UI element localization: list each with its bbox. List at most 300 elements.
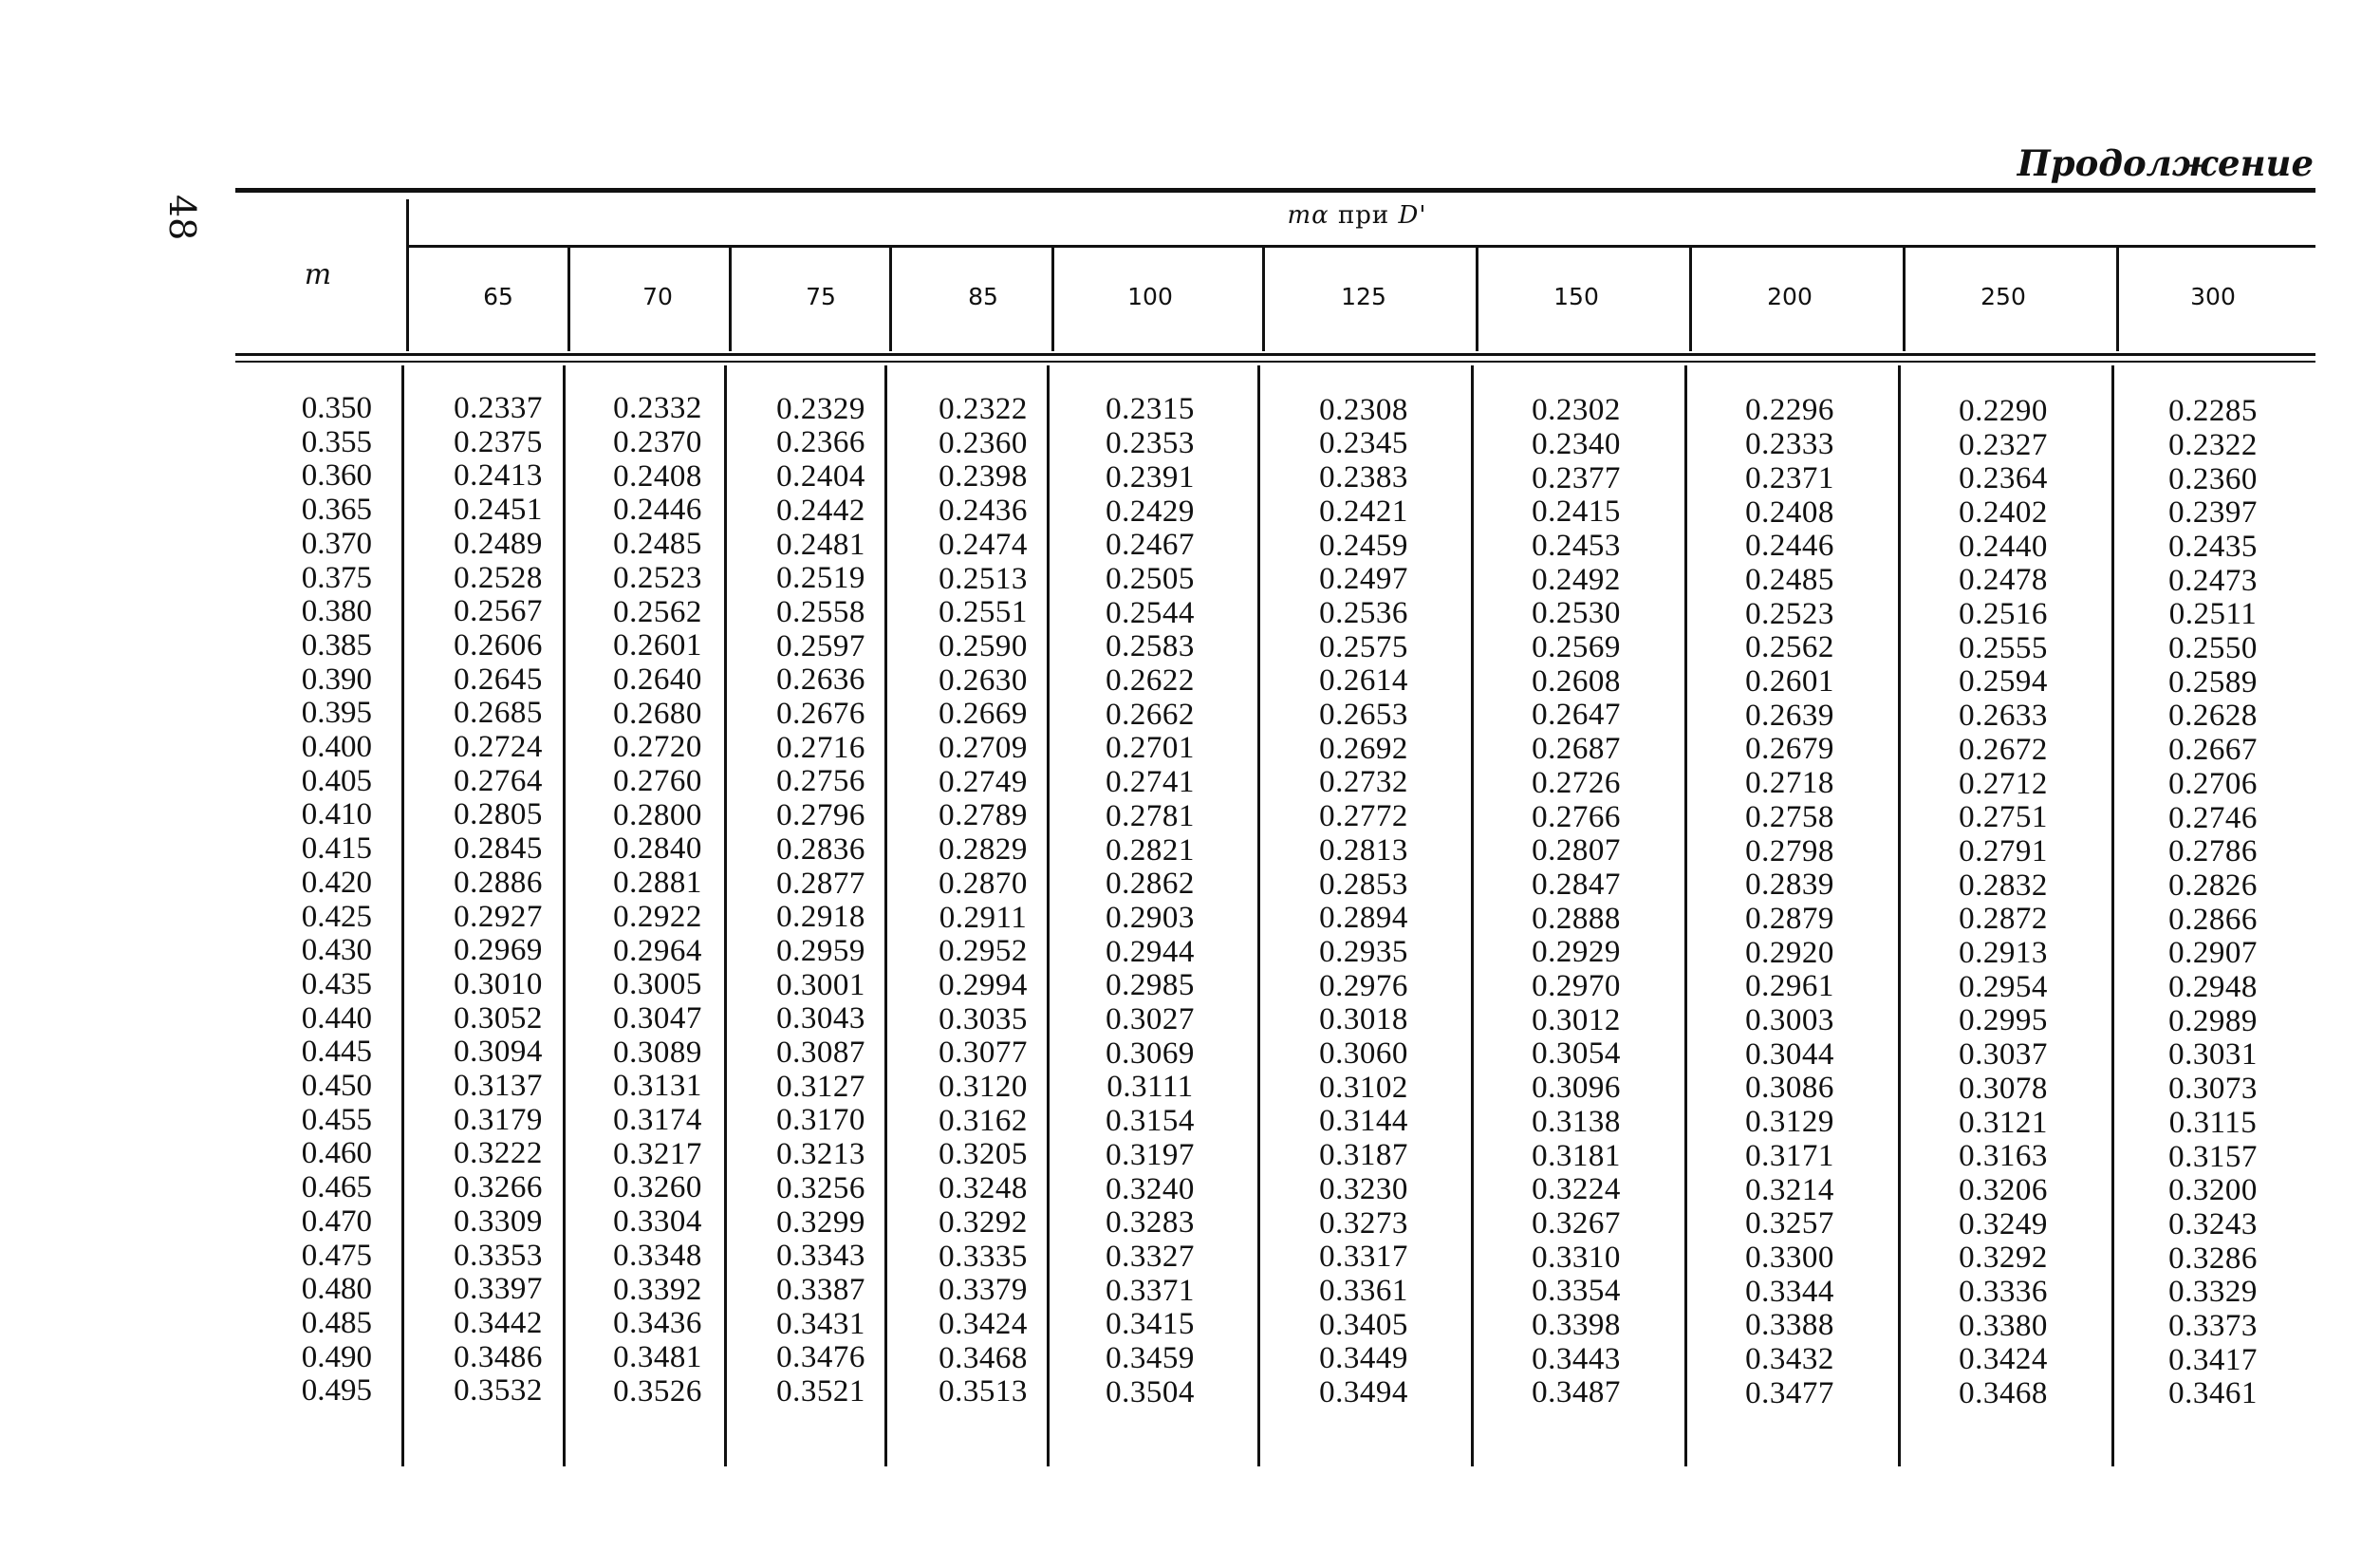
- table-cell: 0.2601: [613, 628, 702, 663]
- row-label-m: 0.425: [301, 899, 372, 934]
- table-cell: 0.3343: [776, 1239, 865, 1274]
- table-cell: 0.2832: [1959, 868, 2048, 903]
- column-divider: [1257, 365, 1260, 1466]
- table-cell: 0.2308: [1319, 392, 1408, 427]
- table-cell: 0.2551: [939, 595, 1028, 630]
- table-cell: 0.3443: [1532, 1341, 1621, 1376]
- table-cell: 0.2894: [1319, 901, 1408, 936]
- table-cell: 0.2701: [1106, 731, 1195, 766]
- table-cell: 0.2402: [1959, 495, 2048, 530]
- table-cell: 0.2716: [776, 730, 865, 765]
- column-divider: [2111, 365, 2114, 1466]
- row-label-m: 0.465: [301, 1170, 372, 1205]
- table-cell: 0.2866: [2168, 902, 2258, 937]
- row-label-m: 0.450: [301, 1069, 372, 1103]
- table-cell: 0.3054: [1532, 1036, 1621, 1072]
- table-cell: 0.3388: [1745, 1308, 1834, 1343]
- row-label-m: 0.495: [301, 1373, 372, 1409]
- table-cell: 0.3129: [1745, 1105, 1834, 1140]
- table-cell: 0.3461: [2168, 1376, 2258, 1411]
- table-cell: 0.3521: [776, 1374, 865, 1409]
- table-cell: 0.2766: [1532, 799, 1621, 834]
- table-cell: 0.2726: [1532, 765, 1621, 800]
- table-cell: 0.3179: [454, 1102, 543, 1137]
- table-cell: 0.2567: [454, 594, 543, 629]
- row-label-m: 0.455: [301, 1102, 372, 1137]
- table-cell: 0.2718: [1745, 766, 1834, 801]
- table-cell: 0.2628: [2168, 699, 2258, 734]
- table-cell: 0.3256: [776, 1170, 865, 1205]
- table-cell: 0.3087: [776, 1036, 865, 1070]
- table-cell: 0.3060: [1319, 1036, 1408, 1072]
- table-cell: 0.3292: [939, 1204, 1028, 1240]
- table-cell: 0.3222: [454, 1136, 543, 1171]
- table-cell: 0.3162: [939, 1103, 1028, 1138]
- table-cell: 0.3424: [939, 1306, 1028, 1341]
- table-cell: 0.3532: [454, 1373, 543, 1409]
- table-cell: 0.2435: [2168, 529, 2258, 564]
- top-rule: [235, 188, 2315, 193]
- table-cell: 0.3096: [1532, 1071, 1621, 1106]
- table-cell: 0.3257: [1745, 1206, 1834, 1241]
- table-cell: 0.2327: [1959, 427, 2048, 462]
- row-label-m: 0.410: [301, 797, 372, 832]
- table-cell: 0.3354: [1532, 1274, 1621, 1309]
- table-cell: 0.2935: [1319, 934, 1408, 969]
- table-cell: 0.3001: [776, 967, 865, 1002]
- table-cell: 0.2364: [1959, 461, 2048, 496]
- table-cell: 0.3120: [939, 1070, 1028, 1105]
- table-cell: 0.2583: [1106, 629, 1195, 664]
- table-cell: 0.3513: [939, 1374, 1028, 1409]
- table-cell: 0.2345: [1319, 426, 1408, 461]
- table-cell: 0.2948: [2168, 970, 2258, 1005]
- column-header: 300: [2190, 283, 2236, 310]
- table-cell: 0.2636: [776, 663, 865, 698]
- table-cell: 0.3371: [1106, 1273, 1195, 1308]
- table-cell: 0.2829: [939, 832, 1028, 868]
- table-cell: 0.2446: [613, 493, 702, 528]
- table-cell: 0.2821: [1106, 832, 1195, 868]
- column-header: 85: [968, 283, 998, 310]
- table-cell: 0.2440: [1959, 529, 2048, 564]
- table-cell: 0.3292: [1959, 1241, 2048, 1276]
- table-cell: 0.2377: [1532, 460, 1621, 495]
- row-label-m: 0.395: [301, 696, 372, 731]
- table-cell: 0.2959: [776, 933, 865, 968]
- column-divider: [1476, 247, 1478, 351]
- table-cell: 0.2805: [454, 797, 543, 832]
- header-bottom-rule: [235, 353, 2315, 356]
- table-cell: 0.2679: [1745, 732, 1834, 767]
- table-cell: 0.3163: [1959, 1139, 2048, 1174]
- table-cell: 0.3240: [1106, 1171, 1195, 1206]
- table-cell: 0.3361: [1319, 1273, 1408, 1308]
- table-cell: 0.3171: [1745, 1138, 1834, 1173]
- table-cell: 0.3044: [1745, 1036, 1834, 1072]
- table-cell: 0.2528: [454, 560, 543, 595]
- table-cell: 0.2724: [454, 730, 543, 764]
- table-cell: 0.3468: [1959, 1376, 2048, 1411]
- row-label-m: 0.380: [301, 594, 372, 629]
- table-cell: 0.2989: [2168, 1003, 2258, 1038]
- table-cell: 0.2709: [939, 731, 1028, 766]
- table-cell: 0.2478: [1959, 563, 2048, 598]
- table-cell: 0.2954: [1959, 969, 2048, 1004]
- column-divider: [1689, 247, 1692, 351]
- table-cell: 0.3073: [2168, 1072, 2258, 1107]
- table-cell: 0.2322: [939, 392, 1028, 427]
- table-cell: 0.3336: [1959, 1275, 2048, 1309]
- table-cell: 0.3415: [1106, 1307, 1195, 1342]
- table-cell: 0.2706: [2168, 766, 2258, 801]
- table-cell: 0.2911: [939, 900, 1028, 935]
- table-cell: 0.3012: [1532, 1002, 1621, 1037]
- table-cell: 0.2575: [1319, 629, 1408, 664]
- table-cell: 0.2789: [939, 798, 1028, 833]
- table-cell: 0.2662: [1106, 697, 1195, 732]
- table-cell: 0.2872: [1959, 902, 2048, 937]
- table-cell: 0.3111: [1106, 1070, 1194, 1105]
- column-divider: [1903, 247, 1906, 351]
- table-cell: 0.2798: [1745, 833, 1834, 868]
- table-cell: 0.2781: [1106, 798, 1195, 833]
- row-label-m: 0.385: [301, 627, 372, 663]
- table-cell: 0.2467: [1106, 528, 1195, 563]
- table-cell: 0.2847: [1532, 867, 1621, 902]
- table-cell: 0.2523: [1745, 596, 1834, 631]
- table-cell: 0.2640: [613, 662, 702, 697]
- row-label-m: 0.375: [301, 560, 372, 595]
- table-cell: 0.2332: [613, 391, 702, 426]
- table-cell: 0.3243: [2168, 1206, 2258, 1241]
- table-cell: 0.2459: [1319, 528, 1408, 563]
- table-cell: 0.3267: [1532, 1205, 1621, 1241]
- table-cell: 0.2839: [1745, 868, 1834, 903]
- table-cell: 0.2485: [1745, 562, 1834, 597]
- table-cell: 0.2985: [1106, 968, 1195, 1003]
- table-cell: 0.2685: [454, 696, 543, 731]
- table-cell: 0.3344: [1745, 1274, 1834, 1309]
- table-cell: 0.2360: [2168, 461, 2258, 496]
- table-cell: 0.3486: [454, 1339, 543, 1374]
- table-cell: 0.2511: [2168, 597, 2258, 632]
- table-cell: 0.2562: [613, 594, 702, 629]
- row-label-m: 0.355: [301, 424, 372, 459]
- table-cell: 0.2408: [1745, 495, 1834, 530]
- table-cell: 0.3442: [454, 1305, 543, 1340]
- table-cell: 0.2415: [1532, 495, 1621, 530]
- table-cell: 0.2741: [1106, 765, 1195, 800]
- table-cell: 0.2647: [1532, 698, 1621, 733]
- table-cell: 0.2622: [1106, 663, 1195, 698]
- table-cell: 0.3417: [2168, 1342, 2258, 1377]
- table-cell: 0.3286: [2168, 1241, 2258, 1276]
- table-cell: 0.2429: [1106, 494, 1195, 529]
- table-cell: 0.2756: [776, 764, 865, 799]
- table-cell: 0.3504: [1106, 1374, 1195, 1409]
- column-divider: [1684, 365, 1687, 1466]
- row-label-m: 0.405: [301, 763, 372, 798]
- table-cell: 0.2360: [939, 425, 1028, 460]
- table-cell: 0.2473: [2168, 563, 2258, 598]
- table-cell: 0.3206: [1959, 1172, 2048, 1207]
- table-cell: 0.2505: [1106, 561, 1195, 596]
- table-cell: 0.2523: [613, 560, 702, 595]
- table-cell: 0.3397: [454, 1272, 543, 1307]
- table-cell: 0.3224: [1532, 1172, 1621, 1207]
- row-label-m: 0.350: [301, 391, 372, 425]
- table-cell: 0.3214: [1745, 1172, 1834, 1207]
- table-cell: 0.3431: [776, 1306, 865, 1341]
- column-header: 125: [1341, 283, 1386, 310]
- row-label-m: 0.485: [301, 1305, 372, 1340]
- column-header: 200: [1767, 283, 1813, 310]
- table-cell: 0.2530: [1532, 596, 1621, 631]
- table-cell: 0.2550: [2168, 631, 2258, 666]
- table-cell: 0.3031: [2168, 1037, 2258, 1073]
- column-divider: [401, 365, 404, 1466]
- table-cell: 0.2562: [1745, 630, 1834, 665]
- row-label-m: 0.460: [301, 1136, 372, 1171]
- table-cell: 0.3037: [1959, 1037, 2048, 1073]
- page-number: 48: [161, 195, 203, 241]
- table-cell: 0.2667: [2168, 733, 2258, 768]
- table-cell: 0.3200: [2168, 1173, 2258, 1208]
- table-cell: 0.2413: [454, 458, 543, 494]
- table-cell: 0.3137: [454, 1069, 543, 1103]
- table-cell: 0.2555: [1959, 630, 2048, 665]
- table-cell: 0.2862: [1106, 867, 1195, 902]
- table-cell: 0.3249: [1959, 1206, 2048, 1241]
- table-cell: 0.2590: [939, 628, 1028, 663]
- table-cell: 0.3481: [613, 1339, 702, 1374]
- table-cell: 0.3335: [939, 1239, 1028, 1274]
- table-cell: 0.3248: [939, 1171, 1028, 1206]
- table-cell: 0.2881: [613, 866, 702, 901]
- table-cell: 0.3329: [2168, 1275, 2258, 1310]
- table-cell: 0.2929: [1532, 935, 1621, 970]
- table-cell: 0.2964: [613, 933, 702, 968]
- table-cell: 0.2836: [776, 831, 865, 867]
- table-cell: 0.2375: [454, 424, 543, 459]
- table-cell: 0.2645: [454, 662, 543, 697]
- table-cell: 0.2970: [1532, 969, 1621, 1003]
- table-cell: 0.3213: [776, 1137, 865, 1172]
- table-cell: 0.3181: [1532, 1138, 1621, 1173]
- group-header-rule: [406, 245, 2315, 248]
- row-label-m: 0.370: [301, 526, 372, 561]
- table-cell: 0.2594: [1959, 664, 2048, 700]
- table-cell: 0.2485: [613, 527, 702, 562]
- table-cell: 0.2536: [1319, 595, 1408, 630]
- table-cell: 0.2732: [1319, 765, 1408, 800]
- table-cell: 0.3086: [1745, 1071, 1834, 1106]
- row-label-m: 0.470: [301, 1204, 372, 1239]
- table-cell: 0.2672: [1959, 732, 2048, 767]
- table-cell: 0.2639: [1745, 698, 1834, 733]
- table-cell: 0.2442: [776, 493, 865, 528]
- table-cell: 0.2489: [454, 526, 543, 561]
- table-cell: 0.3398: [1532, 1308, 1621, 1342]
- table-cell: 0.3187: [1319, 1138, 1408, 1173]
- table-cell: 0.2918: [776, 900, 865, 935]
- table-cell: 0.2383: [1319, 460, 1408, 495]
- table-cell: 0.2516: [1959, 597, 2048, 631]
- column-divider: [1471, 365, 1474, 1466]
- table-cell: 0.2337: [454, 391, 543, 425]
- row-label-m: 0.400: [301, 730, 372, 764]
- table-cell: 0.2391: [1106, 459, 1195, 495]
- table-cell: 0.3131: [613, 1069, 702, 1104]
- table-cell: 0.3494: [1319, 1375, 1408, 1410]
- table-cell: 0.3373: [2168, 1309, 2258, 1344]
- table-cell: 0.3077: [939, 1036, 1028, 1071]
- table-cell: 0.3115: [2168, 1105, 2258, 1140]
- table-cell: 0.2597: [776, 628, 865, 663]
- group-header-prefix: mα: [1287, 201, 1329, 230]
- table-cell: 0.2877: [776, 866, 865, 901]
- table-cell: 0.2451: [454, 493, 543, 528]
- column-header: 65: [483, 283, 513, 310]
- table-cell: 0.2692: [1319, 731, 1408, 766]
- table-cell: 0.2944: [1106, 934, 1195, 969]
- table-cell: 0.3477: [1745, 1375, 1834, 1410]
- table-cell: 0.2606: [454, 627, 543, 663]
- table-cell: 0.3217: [613, 1136, 702, 1171]
- table-cell: 0.2366: [776, 425, 865, 460]
- table-cell: 0.3094: [454, 1035, 543, 1070]
- table-cell: 0.3348: [613, 1238, 702, 1273]
- table-cell: 0.2800: [613, 797, 702, 832]
- table-cell: 0.2630: [939, 663, 1028, 698]
- table-cell: 0.3283: [1106, 1205, 1195, 1241]
- table-cell: 0.2353: [1106, 426, 1195, 461]
- table-cell: 0.2903: [1106, 900, 1195, 935]
- column-divider: [1898, 365, 1901, 1466]
- table-cell: 0.2404: [776, 459, 865, 495]
- table-cell: 0.3230: [1319, 1171, 1408, 1206]
- table-cell: 0.3010: [454, 966, 543, 1001]
- table-cell: 0.2322: [2168, 427, 2258, 462]
- table-cell: 0.2474: [939, 527, 1028, 562]
- table-cell: 0.3052: [454, 1000, 543, 1036]
- table-cell: 0.3260: [613, 1170, 702, 1205]
- table-cell: 0.2749: [939, 764, 1028, 799]
- row-label-m: 0.490: [301, 1339, 372, 1374]
- table-cell: 0.2786: [2168, 834, 2258, 869]
- table-cell: 0.3424: [1959, 1342, 2048, 1377]
- table-cell: 0.2329: [776, 391, 865, 426]
- row-label-m: 0.445: [301, 1035, 372, 1070]
- table-cell: 0.2746: [2168, 800, 2258, 835]
- table-cell: 0.2436: [939, 494, 1028, 529]
- row-label-m: 0.480: [301, 1272, 372, 1307]
- row-label-m: 0.435: [301, 966, 372, 1001]
- table-cell: 0.2840: [613, 831, 702, 867]
- row-label-m: 0.415: [301, 831, 372, 867]
- table-cell: 0.3405: [1319, 1307, 1408, 1342]
- column-divider: [1262, 247, 1265, 351]
- table-cell: 0.2340: [1532, 426, 1621, 461]
- table-cell: 0.3121: [1959, 1105, 2048, 1140]
- table-cell: 0.2676: [776, 697, 865, 731]
- row-label-m: 0.360: [301, 458, 372, 494]
- table-cell: 0.3157: [2168, 1139, 2258, 1174]
- table-cell: 0.3449: [1319, 1341, 1408, 1376]
- table-cell: 0.3379: [939, 1273, 1028, 1308]
- table-cell: 0.3380: [1959, 1308, 2048, 1343]
- table-cell: 0.3205: [939, 1137, 1028, 1172]
- table-cell: 0.2513: [939, 561, 1028, 596]
- table-cell: 0.2601: [1745, 664, 1834, 700]
- header-bottom-rule-2: [235, 361, 2315, 363]
- table-cell: 0.3304: [613, 1204, 702, 1240]
- row-header-m: m: [304, 258, 332, 291]
- table-cell: 0.3273: [1319, 1205, 1408, 1241]
- table-cell: 0.3018: [1319, 1002, 1408, 1037]
- table-cell: 0.2446: [1745, 529, 1834, 564]
- table-cell: 0.3327: [1106, 1239, 1195, 1274]
- table-cell: 0.3078: [1959, 1071, 2048, 1106]
- table-cell: 0.2994: [939, 967, 1028, 1002]
- table-cell: 0.3138: [1532, 1104, 1621, 1139]
- table-cell: 0.2398: [939, 459, 1028, 495]
- table-cell: 0.2870: [939, 866, 1028, 901]
- table-cell: 0.2315: [1106, 392, 1195, 427]
- table-cell: 0.2712: [1959, 766, 2048, 801]
- table-cell: 0.2519: [776, 561, 865, 596]
- table-cell: 0.2791: [1959, 833, 2048, 868]
- table-cell: 0.2807: [1532, 833, 1621, 868]
- row-label-m: 0.390: [301, 662, 372, 697]
- table-cell: 0.3003: [1745, 1003, 1834, 1038]
- column-header: 75: [806, 283, 836, 310]
- table-cell: 0.3266: [454, 1170, 543, 1205]
- table-cell: 0.2302: [1532, 393, 1621, 428]
- table-cell: 0.2290: [1959, 393, 2048, 428]
- table-cell: 0.2687: [1532, 732, 1621, 767]
- table-cell: 0.2764: [454, 763, 543, 798]
- table-cell: 0.3317: [1319, 1240, 1408, 1275]
- table-cell: 0.3005: [613, 967, 702, 1002]
- table-cell: 0.2680: [613, 696, 702, 731]
- table-cell: 0.3043: [776, 1001, 865, 1036]
- table-cell: 0.3170: [776, 1103, 865, 1138]
- table-cell: 0.3310: [1532, 1240, 1621, 1275]
- table-cell: 0.3047: [613, 1000, 702, 1036]
- table-cell: 0.3174: [613, 1103, 702, 1138]
- table-cell: 0.2969: [454, 933, 543, 968]
- column-divider: [406, 199, 409, 351]
- table-cell: 0.2813: [1319, 832, 1408, 868]
- table-cell: 0.2720: [613, 730, 702, 765]
- table-cell: 0.2758: [1745, 799, 1834, 834]
- row-label-m: 0.440: [301, 1000, 372, 1036]
- table-cell: 0.3387: [776, 1272, 865, 1307]
- table-cell: 0.2453: [1532, 528, 1621, 563]
- table-cell: 0.2760: [613, 764, 702, 799]
- table-cell: 0.2961: [1745, 969, 1834, 1004]
- table-cell: 0.2558: [776, 594, 865, 629]
- table-cell: 0.3309: [454, 1204, 543, 1239]
- column-header: 150: [1553, 283, 1599, 310]
- table-cell: 0.2589: [2168, 664, 2258, 700]
- table-cell: 0.2492: [1532, 562, 1621, 597]
- table-cell: 0.2751: [1959, 800, 2048, 835]
- table-cell: 0.3468: [939, 1340, 1028, 1375]
- row-label-m: 0.420: [301, 865, 372, 900]
